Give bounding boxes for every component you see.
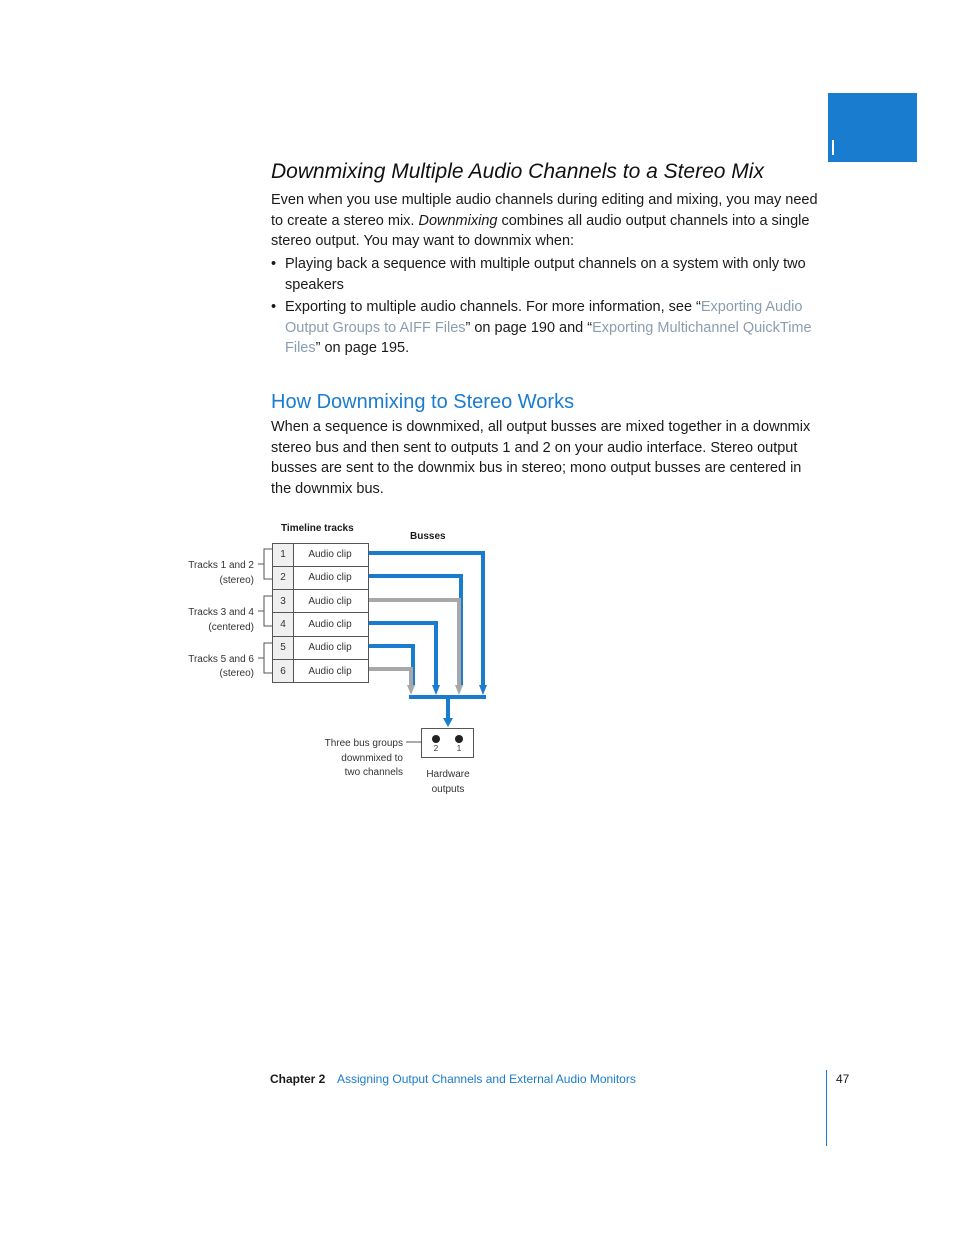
bullet-text: Exporting to multiple audio channels. For more information, see “Exporting Audio Output Groups to AIFF Files” on page 190 and “Exporting Multichannel QuickTime Files” on page 195. (285, 299, 812, 356)
bus-line-track-5 (369, 646, 413, 685)
svg-text:Tracks 1 and 2: Tracks 1 and 2 (188, 560, 254, 571)
svg-text:Three bus groups: Three bus groups (324, 738, 403, 749)
bullet-item (271, 254, 823, 295)
hardware-outputs-box (422, 729, 474, 758)
timeline-tracks-label: Timeline tracks (281, 523, 354, 534)
track-number: 4 (280, 619, 286, 630)
audio-clip-label: Audio clip (308, 619, 352, 630)
footer-rule (826, 1070, 827, 1146)
busses-label: Busses (410, 531, 446, 542)
svg-text:downmixed to: downmixed to (341, 753, 403, 764)
downmix-diagram (180, 515, 500, 805)
track-table (273, 544, 369, 683)
channel-2-label: 2 (433, 744, 439, 753)
bus-arrows (407, 685, 487, 695)
link-exporting-multichannel-quicktime[interactable]: Exporting Multichannel QuickTime Files (285, 319, 812, 356)
section-heading: Downmixing Multiple Audio Channels to a Stereo Mix (271, 160, 764, 183)
intro-paragraph: Even when you use multiple audio channels during editing and mixing, you may need to create a stereo mix. Downmixing combines all audio output channels into a single stereo output. You may want to downmix when: (271, 192, 818, 249)
track-number: 1 (280, 549, 286, 560)
link-exporting-audio-output-groups[interactable]: Exporting Audio Output Groups to AIFF Files (285, 299, 803, 336)
audio-clip-label: Audio clip (308, 572, 352, 583)
callout-label (325, 738, 404, 778)
audio-clip-label: Audio clip (308, 596, 352, 607)
bullet-dot: • (271, 299, 277, 315)
subheading: How Downmixing to Stereo Works (271, 391, 575, 413)
group-label (188, 654, 254, 679)
audio-clip-label: Audio clip (308, 642, 352, 653)
footer-chapter-title: Assigning Output Channels and External Audio Monitors (337, 1072, 636, 1086)
output-jack-icon (432, 735, 440, 743)
downmix-bus-bar (409, 695, 486, 699)
svg-text:(stereo): (stereo) (219, 575, 254, 586)
output-jack-icon (455, 735, 463, 743)
chapter-tab-marker (832, 140, 834, 155)
audio-clip-label: Audio clip (308, 666, 352, 677)
bullet-dot: • (271, 256, 277, 272)
bus-line-track-4 (369, 623, 436, 685)
svg-text:(centered): (centered) (208, 622, 254, 633)
chapter-tab (828, 93, 917, 162)
page-number: 47 (836, 1072, 850, 1086)
body-paragraph: When a sequence is downmixed, all output busses are mixed together in a downmix stereo bus and then sent to outputs 1 and 2 on your audio interface. Stereo output busses are sent to the downmix bus in stereo; mono output busses are centered in the downmix bus. (271, 419, 811, 497)
group-brackets (258, 549, 272, 673)
bullet-text: Playing back a sequence with multiple output channels on a system with only two speakers (285, 256, 806, 293)
downmix-diagram-svg (180, 515, 500, 805)
svg-text:(stereo): (stereo) (219, 668, 254, 679)
track-number: 3 (280, 596, 286, 607)
track-number: 2 (280, 572, 286, 583)
footer-chapter: Chapter 2 (270, 1072, 326, 1086)
track-number: 6 (280, 666, 286, 677)
channel-1-label: 1 (456, 744, 462, 753)
track-number: 5 (280, 642, 286, 653)
downmix-arrow (443, 718, 453, 727)
svg-text:Tracks 5 and 6: Tracks 5 and 6 (188, 654, 254, 665)
hardware-outputs-label (426, 769, 470, 795)
bus-line-track-6 (369, 669, 411, 685)
svg-text:Tracks 3 and 4: Tracks 3 and 4 (188, 607, 254, 618)
svg-text:outputs: outputs (431, 784, 465, 795)
svg-text:two channels: two channels (344, 767, 403, 778)
group-label (188, 560, 254, 586)
bus-group-1-2 (369, 553, 483, 685)
audio-clip-label: Audio clip (308, 549, 352, 560)
bullet-item (271, 297, 823, 359)
svg-text:Hardware: Hardware (426, 769, 470, 780)
bus-group-5-6 (369, 646, 413, 685)
group-label (188, 607, 254, 633)
